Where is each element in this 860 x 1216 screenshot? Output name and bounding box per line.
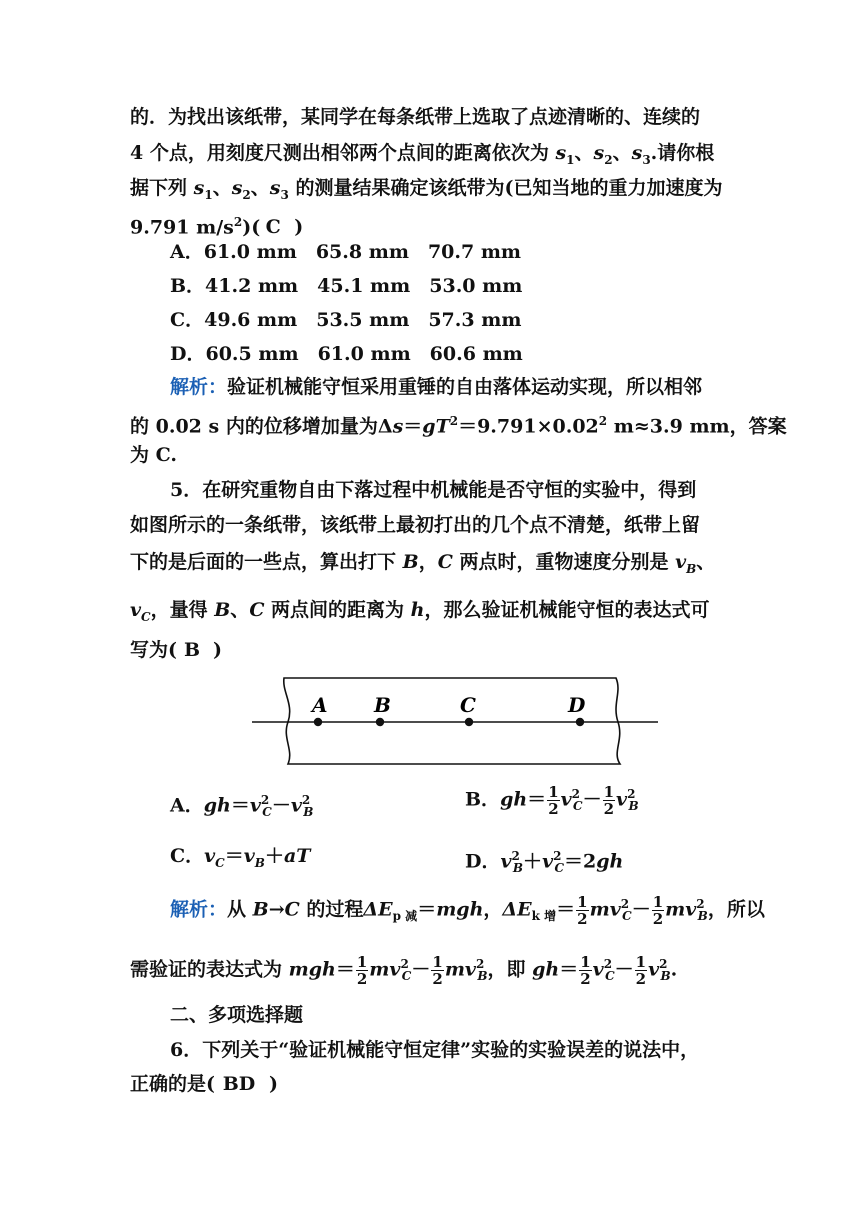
- var-v: v: [130, 599, 142, 621]
- q5-text: ): [213, 639, 222, 661]
- q5-line-3: [130, 548, 730, 583]
- analysis-text: 验证机械能守恒采用重锤的自由落体运动实现，所以相邻: [227, 376, 703, 398]
- q4-text: )(: [242, 216, 261, 239]
- analysis-text: 的 0.02 s 内的位移增加量为Δ: [130, 415, 393, 438]
- q4-text: 9.791 m/s: [130, 216, 234, 239]
- analysis-text: ，即: [487, 958, 533, 981]
- fraction-half: $\frac{1}{2}$: [603, 782, 615, 818]
- q6-line-1: 6．下列关于“验证机械能守恒定律”实验的实验误差的说法中，: [170, 1039, 700, 1061]
- option-label: C．: [170, 845, 205, 867]
- q6-line-2: [130, 1070, 730, 1098]
- var-B: B: [402, 551, 419, 573]
- sep: 、: [612, 142, 632, 164]
- q5-text: ，: [418, 551, 438, 573]
- q5-line-4: [130, 596, 730, 631]
- var-s: s: [392, 415, 404, 438]
- q5-line-5: [130, 636, 730, 664]
- var-s: s: [193, 177, 205, 199]
- point-b: [376, 718, 384, 726]
- q4-option-d: D．60.5 mm 61.0 mm 60.6 mm: [170, 343, 523, 365]
- analysis-text: ，所以: [707, 898, 765, 921]
- analysis-text: 的过程: [299, 898, 364, 921]
- q4-line-4: [130, 208, 730, 241]
- q6-text: 正确的是(: [130, 1073, 215, 1095]
- label-c: C: [460, 693, 476, 717]
- q5-text: 、: [230, 599, 250, 621]
- analysis-label: 解析：: [170, 898, 228, 921]
- q4-option-a: A．61.0 mm 65.8 mm 70.7 mm: [170, 241, 522, 263]
- sep: 、: [250, 177, 270, 199]
- label-a: A: [312, 693, 328, 717]
- q5-option-c: C．$v_C=v_B+aT$: [170, 845, 311, 870]
- sub: 2: [604, 152, 613, 167]
- sep: 、: [212, 177, 232, 199]
- q4-line-1: [130, 103, 730, 131]
- q5-line-1: 5．在研究重物自由下落过程中机械能是否守恒的实验中，得到: [170, 479, 697, 501]
- analysis-text: m≈3.9 mm，答案: [607, 415, 787, 438]
- var-s: s: [631, 142, 643, 164]
- q5-text: 两点时，重物速度分别是: [452, 551, 676, 573]
- sub: 1: [204, 187, 213, 202]
- q4-option-b: B．41.2 mm 45.1 mm 53.0 mm: [170, 275, 523, 297]
- sub: 2: [242, 187, 251, 202]
- sub: 1: [566, 152, 575, 167]
- analysis-text: ＝9.791×0.02: [458, 415, 599, 438]
- q4-analysis-line-1: [170, 373, 730, 401]
- var-B: B: [214, 599, 231, 621]
- sub: 3: [280, 187, 289, 202]
- option-label: B．: [465, 788, 501, 811]
- q5-option-d: D．$v^2_B+v^2_C=2gh$: [465, 849, 624, 876]
- var-gT: gT: [422, 415, 450, 438]
- sep: 、: [574, 142, 594, 164]
- var-s: s: [593, 142, 605, 164]
- q5-line-2: 如图所示的一条纸带，该纸带上最初打出的几个点不清楚，纸带上留: [130, 514, 701, 536]
- analysis-arrow: B→C: [252, 898, 300, 921]
- q5-option-b: B．gh＝ $\frac{1}{2}$ $v^2_C-$ $\frac{1}{2}$ $v^2_B$: [465, 782, 639, 818]
- analysis-text: 需验证的表达式为: [130, 958, 289, 981]
- analysis-text: 从: [227, 898, 253, 921]
- q4-line-2: [130, 139, 730, 174]
- paper-tape-diagram: [250, 676, 660, 766]
- var-C: C: [437, 551, 453, 573]
- q4-text: ): [294, 216, 304, 239]
- point-d: [576, 718, 584, 726]
- q6-answer: BD: [222, 1073, 256, 1095]
- q4-line-3: [130, 174, 730, 209]
- analysis-text: .: [670, 958, 678, 981]
- q5-analysis-line-2: 需验证的表达式为 mgh＝ $\frac{1}{2}$ $mv^2_C-$ $\frac{1}{2}$ $mv^2_B$，即 gh＝ $\frac{1}{2}$ $v^2_C-$ $\frac{1}{2}$ $v^2_B$.: [130, 952, 678, 988]
- tape-outline: [284, 678, 620, 764]
- q4-text: 4 个点，用刻度尺测出相邻两个点间的距离依次为: [130, 142, 556, 164]
- label-b: B: [374, 693, 391, 717]
- label-d: D: [568, 693, 586, 717]
- q4-answer: C: [265, 216, 281, 239]
- q5-text: 、: [696, 551, 716, 573]
- q5-option-a: A．$gh=v^2_C-v^2_B$: [170, 793, 314, 820]
- var-s: s: [555, 142, 567, 164]
- sup: 2: [233, 215, 243, 229]
- q5-text: ，那么验证机械能守恒的表达式可: [424, 599, 710, 621]
- q5-text: ，量得: [150, 599, 215, 621]
- option-label: D．: [465, 850, 501, 873]
- q5-text: 写为(: [130, 639, 177, 661]
- section-heading: 二、多项选择题: [170, 1004, 304, 1026]
- paper-tape-svg: [250, 676, 660, 766]
- q5-answer: B: [183, 639, 201, 661]
- analysis-label: 解析：: [170, 376, 228, 398]
- var-h: h: [410, 599, 425, 621]
- var-s: s: [269, 177, 281, 199]
- q6-text: ): [269, 1073, 278, 1095]
- q4-option-c: C．49.6 mm 53.5 mm 57.3 mm: [170, 309, 522, 331]
- q4-text: 的．为找出该纸带，某同学在每条纸带上选取了点迹清晰的、连续的: [130, 106, 701, 128]
- q4-analysis-line-3: 为 C.: [130, 444, 178, 466]
- sub: 3: [642, 152, 651, 167]
- q4-text: .请你根: [650, 142, 715, 164]
- analysis-text: ＝: [403, 415, 423, 438]
- point-c: [465, 718, 473, 726]
- q5-text: 两点间的距离为: [264, 599, 411, 621]
- sup: 2: [449, 414, 459, 428]
- q4-text: 据下列: [130, 177, 194, 199]
- sup: 2: [598, 414, 608, 428]
- q4-analysis-line-2: [130, 407, 787, 440]
- q5-text: 下的是后面的一些点，算出打下: [130, 551, 403, 573]
- point-a: [314, 718, 322, 726]
- q4-text: 的测量结果确定该纸带为(已知当地的重力加速度为: [288, 177, 723, 199]
- option-label: A．: [170, 794, 204, 817]
- var-s: s: [231, 177, 243, 199]
- sub: C: [141, 609, 151, 624]
- var-C: C: [249, 599, 265, 621]
- sub: B: [686, 561, 697, 576]
- var-v: v: [675, 551, 687, 573]
- fraction-half: $\frac{1}{2}$: [548, 782, 559, 818]
- q5-analysis-line-1: 解析：从 B→C 的过程$\Delta E_{p 减}=mgh$，$\Delta E_{k 增}=$ $\frac{1}{2}$ $mv^2_C-$ $\frac{1}{2}$ $mv^2_B$，所以: [170, 892, 765, 928]
